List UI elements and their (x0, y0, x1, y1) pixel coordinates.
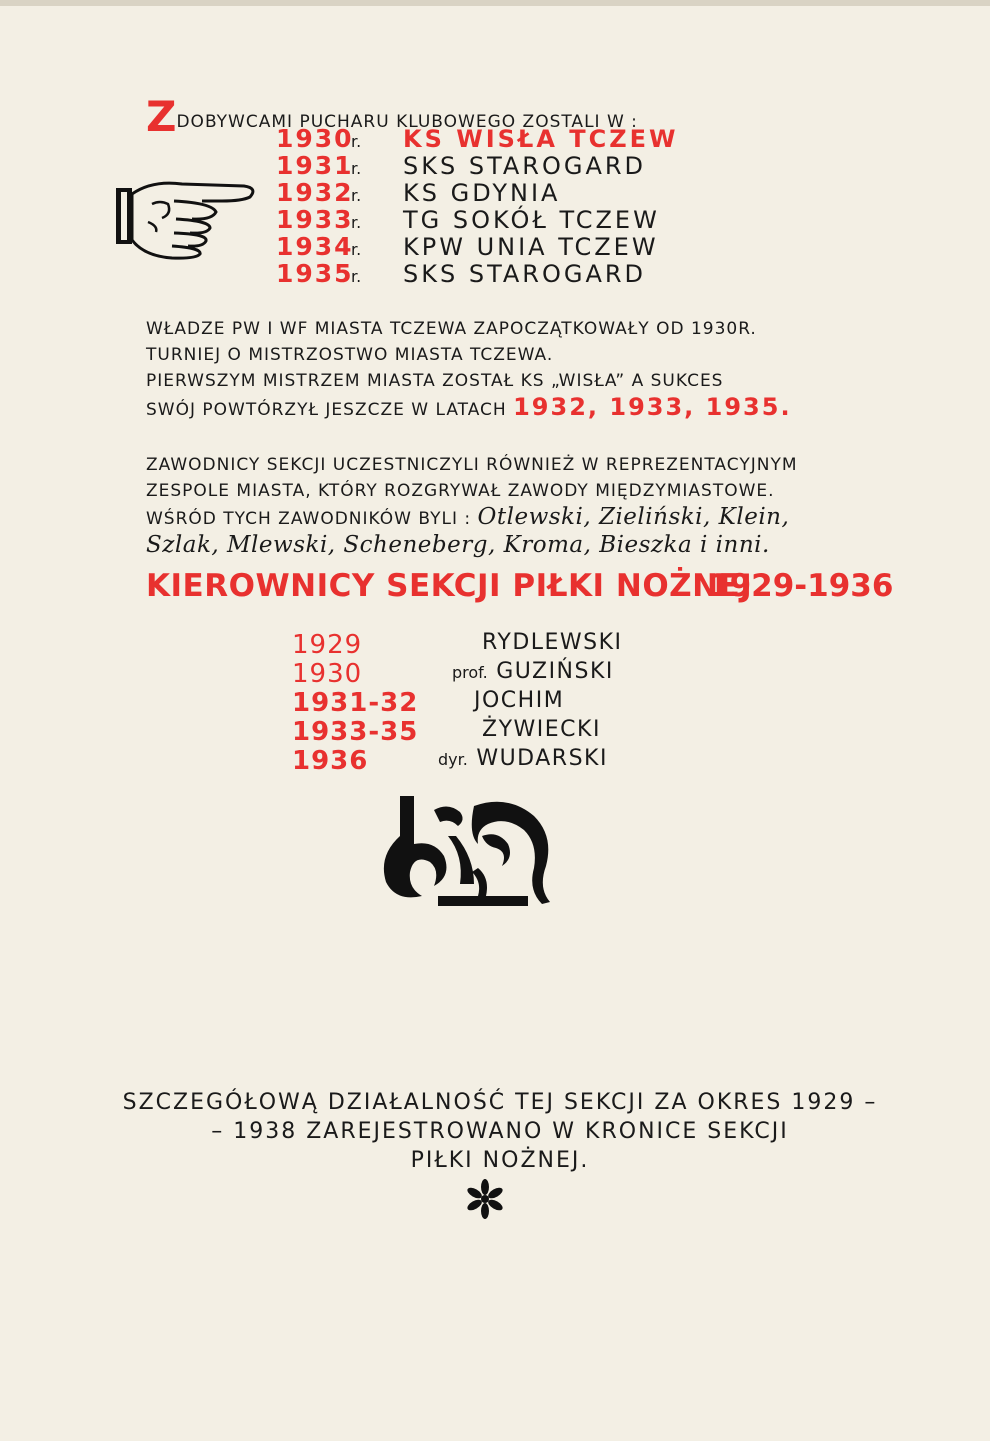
section-heading-years: 1929-1936 (708, 568, 894, 604)
footer-note (100, 1088, 900, 1175)
footer-line: PIŁKI NOŻNEJ. (410, 1148, 590, 1173)
paragraph-line: TURNIEJ O MISTRZOSTWO MIASTA TCZEWA. (146, 345, 554, 365)
cup-winners-list (276, 124, 679, 286)
winner-year-suffix: r. (351, 186, 362, 205)
winner-club: KS GDYNIA (403, 179, 561, 207)
paragraph-text: WŚRÓD TYCH ZAWODNIKÓW BYLI : (146, 509, 472, 529)
leader-row (292, 659, 672, 688)
winner-row (276, 259, 679, 286)
winner-year-suffix: r. (351, 240, 362, 259)
section-heading: KIEROWNICY SEKCJI PIŁKI NOŻNEJ (146, 568, 753, 604)
winner-year: 1935 (276, 259, 354, 288)
leader-name: GUZIŃSKI (496, 659, 614, 684)
leader-name-wrap (482, 630, 623, 655)
winner-row (276, 178, 679, 205)
intro-text: DOBYWCAMI PUCHARU KLUBOWEGO ZOSTALI W : (176, 112, 638, 132)
paragraph-line: PIERWSZYM MISTRZEM MIASTA ZOSTAŁ KS „WISŁA” A SUKCES (146, 371, 724, 391)
winner-year: 1932 (276, 178, 354, 207)
footer-line: SZCZEGÓŁOWĄ DZIAŁALNOŚĆ TEJ SEKCJI ZA OKRES 1929 – (122, 1090, 878, 1115)
drop-cap: Z (146, 92, 177, 141)
winner-club: SKS STAROGARD (403, 260, 647, 288)
winner-row (276, 151, 679, 178)
winner-club: KPW UNIA TCZEW (403, 233, 659, 261)
section-leaders-list (292, 630, 672, 775)
paragraph-line: WŁADZE PW I WF MIASTA TCZEWA ZAPOCZĄTKOWAŁY OD 1930R. (146, 319, 757, 339)
leader-name: RYDLEWSKI (482, 630, 623, 655)
leader-year: 1930 (292, 659, 363, 689)
paragraph-line: ZAWODNICY SEKCJI UCZESTNICZYLI RÓWNIEŻ W REPREZENTACYJNYM (146, 455, 798, 475)
leader-row (292, 688, 672, 717)
footer-line: – 1938 ZAREJESTROWANO W KRONICE SEKCJI (211, 1119, 789, 1144)
leader-name: JOCHIM (474, 688, 565, 713)
winner-year-suffix: r. (351, 267, 362, 286)
paragraph-text: SWÓJ POWTÓRZYŁ JESZCZE W LATACH (146, 400, 507, 420)
leader-name: ŻYWIECKI (482, 717, 601, 742)
winner-year: 1930 (276, 124, 354, 153)
leader-name-wrap (482, 717, 601, 742)
leader-title: prof. (452, 663, 488, 682)
leader-row (292, 746, 672, 775)
championship-years: 1932, 1933, 1935. (513, 393, 792, 421)
winner-year-suffix: r. (351, 213, 362, 232)
winner-row (276, 232, 679, 259)
floral-ornament-icon (378, 796, 558, 916)
leader-year: 1933-35 (292, 717, 419, 747)
leader-year: 1936 (292, 746, 369, 776)
paragraph-line (146, 394, 792, 423)
leader-name-wrap (474, 688, 564, 713)
leader-name-wrap (452, 659, 614, 684)
winner-club: TG SOKÓŁ TCZEW (403, 206, 660, 234)
leader-name: WUDARSKI (476, 746, 608, 771)
winner-year: 1934 (276, 232, 354, 261)
leader-name-wrap (438, 746, 608, 771)
pointing-hand-icon (112, 170, 262, 260)
asterisk-flower-icon (464, 1178, 506, 1220)
winner-row (276, 124, 679, 151)
winner-year: 1933 (276, 205, 354, 234)
city-championship-paragraph (146, 316, 792, 423)
winner-club: KS WISŁA TCZEW (403, 125, 679, 153)
leader-title: dyr. (438, 750, 468, 769)
player-names: Otlewski, Zieliński, Klein, (477, 504, 790, 530)
winner-year: 1931 (276, 151, 354, 180)
paragraph-line (146, 532, 798, 560)
paragraph-line: ZESPOLE MIASTA, KTÓRY ROZGRYWAŁ ZAWODY MIĘDZYMIASTOWE. (146, 481, 775, 501)
leader-row (292, 630, 672, 659)
winner-club: SKS STAROGARD (403, 152, 647, 180)
players-paragraph (146, 452, 798, 560)
leader-year: 1929 (292, 630, 363, 660)
winner-year-suffix: r. (351, 159, 362, 178)
page-edge (0, 0, 990, 6)
leader-row (292, 717, 672, 746)
player-names: Szlak, Mlewski, Scheneberg, Kroma, Bieszka i inni. (146, 532, 770, 558)
winner-row (276, 205, 679, 232)
leader-year: 1931-32 (292, 688, 419, 718)
paragraph-line (146, 504, 798, 532)
winner-year-suffix: r. (351, 132, 362, 151)
